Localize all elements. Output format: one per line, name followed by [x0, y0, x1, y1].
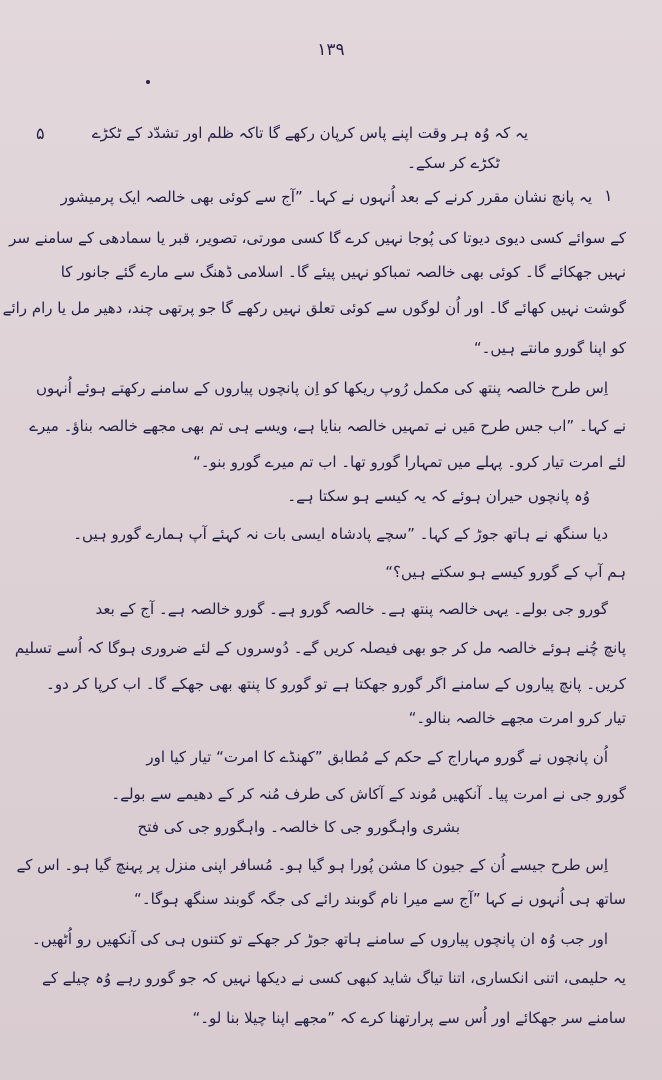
text-line: کے سوائے کسی دیوی دیوتا کی پُوجا نہیں کرے گا کسی مورتی، تصویر، قبر یا سمادھی کے سامنے سر	[9, 229, 626, 247]
margin-number: ۱	[604, 186, 613, 205]
page-number: ۱۳۹	[317, 40, 345, 60]
text-line: بشری واہگورو جی کا خالصہ۔ واہگورو جی کی فتح	[137, 818, 460, 836]
text-line: اُن پانچوں نے گورو مہاراج کے حکم کے مُطابق ”کھنڈے کا امرت“ تیار کیا اور	[146, 748, 608, 766]
text-line: گورو جی نے امرت پیا۔ آنکھیں مُوند کے آکاش کی طرف مُنہ کر کے دھیمے سے بولے۔	[111, 785, 626, 803]
text-line: کریں۔ پانچ پیاروں کے سامنے اگر گورو جھکتا ہے تو گورو کا پنتھ بھی جھکے گا۔ اب کرپا کر دو۔	[46, 675, 626, 693]
text-line: دیا سنگھ نے ہاتھ جوڑ کے کہا۔ ”سچے پادشاہ ایسی بات نہ کہئے آپ ہمارے گورو ہیں۔	[73, 525, 608, 543]
item-number: ۵	[36, 124, 45, 143]
text-line: لئے امرت تیار کرو۔ پہلے میں تمہارا گورو تھا۔ اب تم میرے گورو بنو۔“	[192, 453, 626, 471]
text-line: ہم آپ کے گورو کیسے ہو سکتے ہیں؟“	[385, 563, 626, 581]
text-line: اور جب وُہ ان پانچوں پیاروں کے سامنے ہاتھ جوڑ کر جھکے تو کتنوں ہی کی آنکھیں رو اُٹھیں۔	[32, 930, 608, 948]
text-line: نہیں جھکائے گا۔ کوئی بھی خالصہ تمباکو نہیں پیئے گا۔ اسلامی ڈھنگ سے مارے گئے جانور کا	[60, 263, 626, 281]
text-line: سامنے سر جھکائے اور اُس سے پرارتھنا کرے کہ ”مجھے اپنا چیلا بنا لو۔“	[192, 1009, 626, 1027]
text-line: نے کہا۔ ”اب جس طرح مَیں نے تمہیں خالصہ بنایا ہے، ویسے ہی تم بھی مجھے خالصہ بناؤ۔ میرے	[29, 417, 626, 435]
text-line: گوشت نہیں کھائے گا۔ اور اُن لوگوں سے کوئی تعلق نہیں رکھے گا جو پرتھی چند، دھیر مل یا رام رائے	[2, 299, 626, 317]
text-line: یہ پانچ نشان مقرر کرنے کے بعد اُنہوں نے کہا۔ ”آج سے کوئی بھی خالصہ ایک پرمیشور	[60, 188, 592, 206]
text-line: وُہ پانچوں حیران ہوئے کہ یہ کیسے ہو سکتا ہے۔	[287, 487, 590, 505]
text-line: ساتھ ہی اُنہوں نے کہا ”آج سے میرا نام گوبند رائے کی جگہ گوبند سنگھ ہوگا۔“	[134, 890, 626, 908]
text-line: اِس طرح جیسے اُن کے جیون کا مشن پُورا ہو گیا ہو۔ مُسافر اپنی منزل پر پہنچ گیا ہو۔ اس کے	[16, 856, 608, 874]
text-line: کو اپنا گورو مانتے ہیں۔“	[473, 339, 626, 357]
text-line: یہ کہ وُہ ہر وقت اپنے پاس کرپان رکھے گا تاکہ ظلم اور تشدّد کے ٹکڑے	[91, 124, 528, 142]
ink-dot	[146, 80, 150, 84]
text-line: تیار کرو امرت مجھے خالصہ بنالو۔“	[408, 709, 626, 727]
text-line: پانچ چُنے ہوئے خالصہ مل کر جو بھی فیصلہ کریں گے۔ دُوسروں کے لئے ضروری ہوگا کہ اُسے تسلیم	[14, 639, 626, 657]
text-line: گورو جی بولے۔ یہی خالصہ پنتھ ہے۔ خالصہ گورو ہے۔ گورو خالصہ ہے۔ آج کے بعد	[95, 600, 608, 618]
text-line: ٹکڑے کر سکے۔	[407, 154, 500, 172]
text-line: یہ حلیمی، اتنی انکساری، اتنا تیاگ شاید کبھی کسی نے دیکھا نہیں کہ جو گورو رہے وُہ چیلے کے	[42, 969, 626, 987]
text-line: اِس طرح خالصہ پنتھ کی مکمل رُوپ ریکھا کو اِن پانچوں پیاروں کے سامنے رکھتے ہوئے اُنہوں	[35, 379, 608, 397]
